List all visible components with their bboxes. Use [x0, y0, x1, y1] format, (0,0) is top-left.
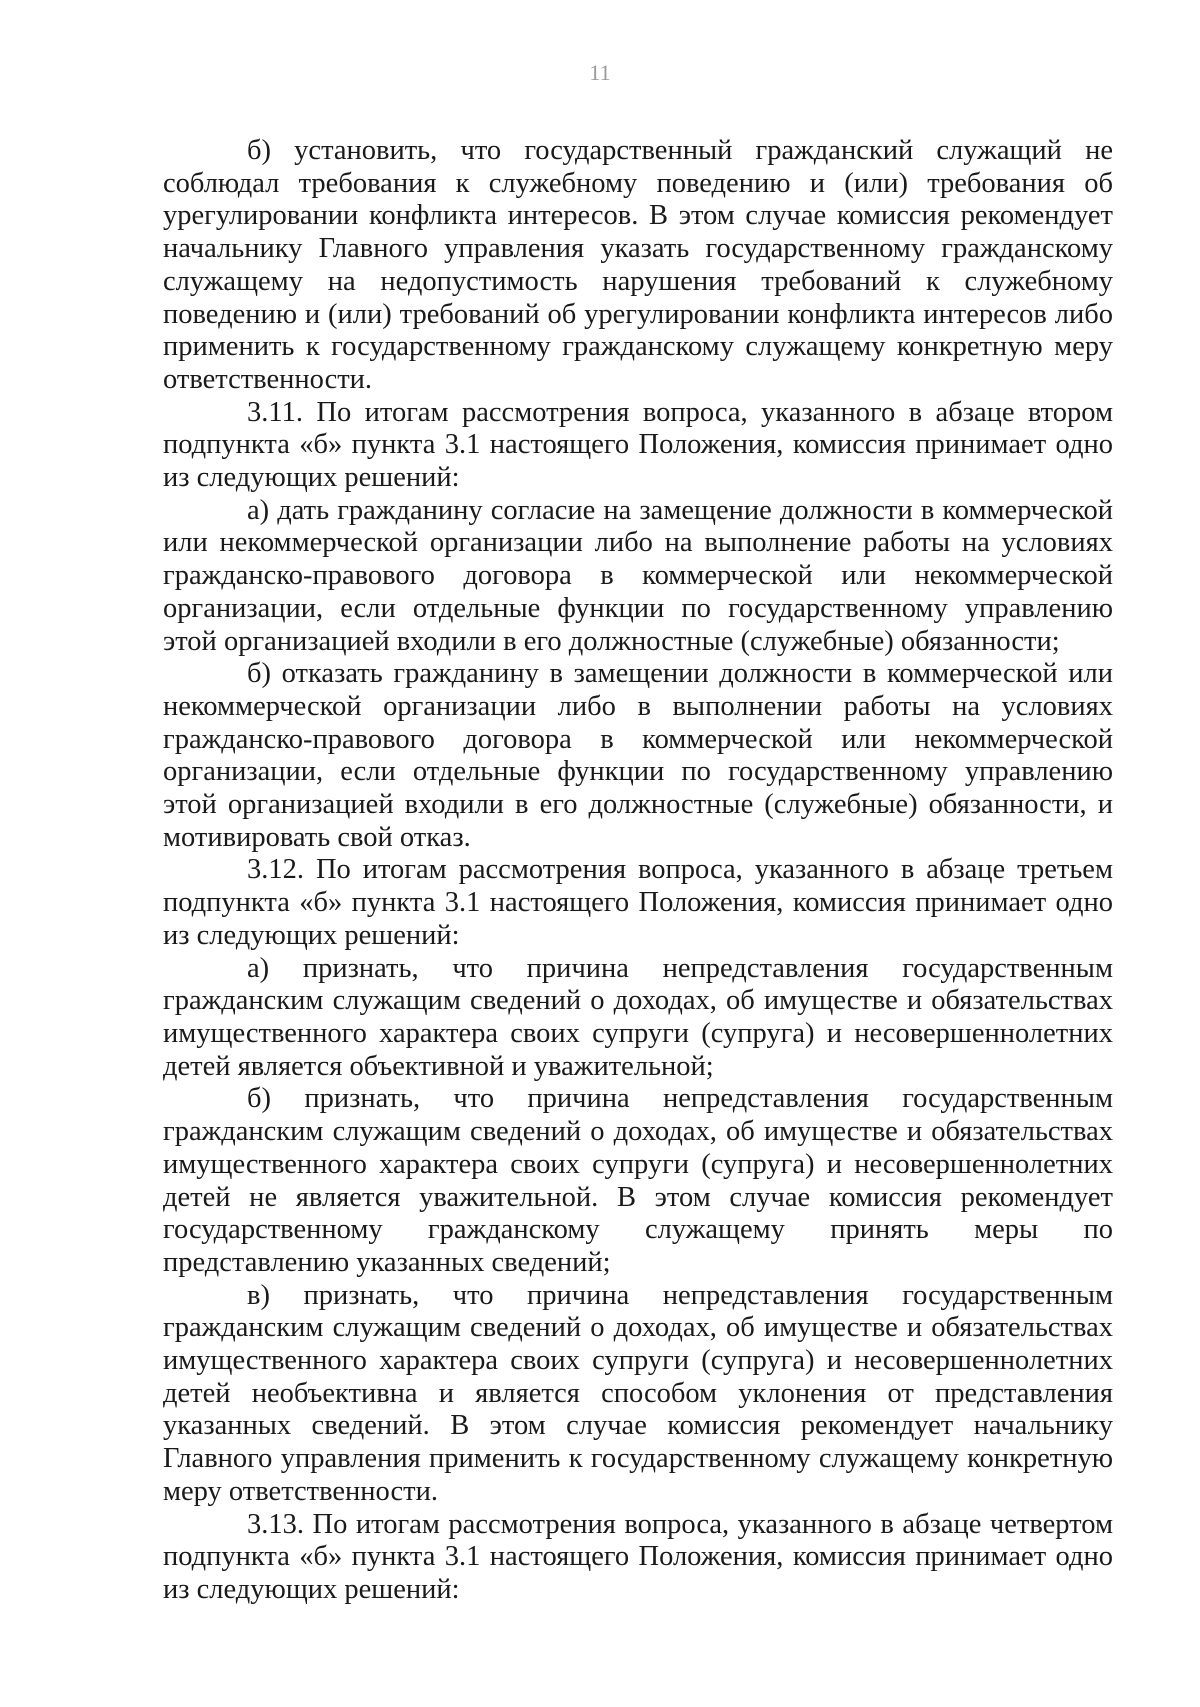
paragraph-3-10-b: б) установить, что государственный гражданский служащий не соблюдал требования к служебному поведению и (или) требования об урегулировании конфликта интересов. В этом случае комиссия рекомендует начальнику Главного управления указать государственному гражданскому служащему на недопустимость нарушения требований к служебному поведению и (или) требований об урегулировании конфликта интересов либо применить к государственному гражданскому служащему конкретную меру ответственности.	[163, 135, 1113, 395]
paragraph-3-11: 3.11. По итогам рассмотрения вопроса, указанного в абзаце втором подпункта «б» пункта 3.1 настоящего Положения, комиссия принимает одно из следующих решений:	[163, 396, 1113, 494]
paragraph-3-12: 3.12. По итогам рассмотрения вопроса, указанного в абзаце третьем подпункта «б» пункта 3.1 настоящего Положения, комиссия принимает одно из следующих решений:	[163, 854, 1113, 951]
paragraph-3-11-b: б) отказать гражданину в замещении должности в коммерческой или некоммерческой организации либо в выполнении работы на условиях гражданско-правового договора в коммерческой или некоммерческой организации, если отдельные функции по государственному управлению этой организацией входили в его должностные (служебные) обязанности, и мотивировать свой отказ.	[163, 658, 1113, 853]
document-body	[163, 135, 1113, 1607]
paragraph-3-12-b: б) признать, что причина непредставления государственным гражданским служащим сведений о доходах, об имуществе и обязательствах имущественного характера своих супруги (супруга) и несовершеннолетних детей не является уважительной. В этом случае комиссия рекомендует государственному гражданскому служащему принять меры по представлению указанных сведений;	[163, 1083, 1113, 1278]
paragraph-3-11-a: а) дать гражданину согласие на замещение должности в коммерческой или некоммерческой организации либо на выполнение работы на условиях гражданско-правового договора в коммерческой или некоммерческой организации, если отдельные функции по государственному управлению этой организацией входили в его должностные (служебные) обязанности;	[163, 494, 1113, 657]
paragraph-3-12-a: а) признать, что причина непредставления государственным гражданским служащим сведений о доходах, об имуществе и обязательствах имущественного характера своих супруги (супруга) и несовершеннолетних детей является объективной и уважительной;	[163, 952, 1113, 1082]
page-number: 11	[589, 60, 611, 85]
paragraph-3-12-v: в) признать, что причина непредставления государственным гражданским служащим сведений о доходах, об имуществе и обязательствах имущественного характера своих супруги (супруга) и несовершеннолетних детей необъективна и является способом уклонения от представления указанных сведений. В этом случае комиссия рекомендует начальнику Главного управления применить к государственному служащему конкретную меру ответственности.	[163, 1279, 1113, 1507]
paragraph-3-13: 3.13. По итогам рассмотрения вопроса, указанного в абзаце четвертом подпункта «б» пункта 3.1 настоящего Положения, комиссия принимает одно из следующих решений:	[163, 1508, 1113, 1605]
